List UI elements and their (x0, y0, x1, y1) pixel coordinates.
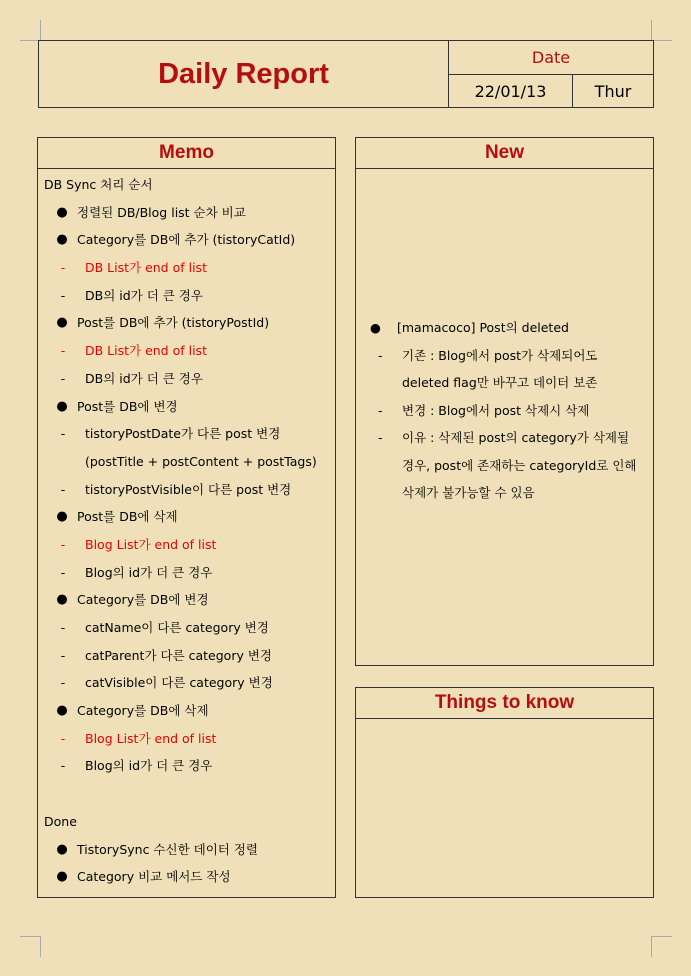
list-item-text: 경우, post에 존재하는 categoryId로 인해 (402, 457, 637, 473)
list-item-text: Category를 DB에 추가 (tistoryCatId) (77, 232, 296, 248)
bullet-icon: ● (56, 204, 68, 220)
list-item (44, 261, 331, 289)
list-item (44, 649, 331, 677)
spacer (44, 787, 331, 815)
list-item-text: (postTitle + postContent + postTags) (85, 453, 317, 469)
list-item (44, 455, 331, 483)
list-item (44, 427, 331, 455)
list-item (44, 510, 331, 538)
list-item (370, 459, 643, 487)
list-item (370, 431, 643, 459)
list-item (44, 344, 331, 372)
bullet-icon: ● (56, 398, 68, 414)
day-value: Thur (594, 81, 632, 101)
list-item-text: 변경 : Blog에서 post 삭제시 삭제 (402, 402, 590, 418)
things-to-know-section (355, 687, 654, 898)
list-item (44, 759, 331, 787)
list-item (44, 704, 331, 732)
memo-section (37, 137, 336, 898)
list-item (44, 538, 331, 566)
dash-icon: - (60, 481, 66, 497)
crop-mark-top-left (20, 20, 41, 41)
crop-mark-top-right (651, 20, 672, 41)
list-item-text: Category 비교 메서드 작성 (77, 869, 231, 885)
list-item-text: tistoryPostDate가 다른 post 변경 (85, 426, 281, 442)
list-item (44, 400, 331, 428)
list-item (44, 566, 331, 594)
dash-icon: - (378, 402, 383, 418)
list-item (44, 372, 331, 400)
list-item-text: Category를 DB에 삭제 (77, 703, 209, 719)
dash-icon: - (60, 564, 66, 580)
dash-icon: - (60, 730, 66, 746)
list-item-text: catParent가 다른 category 변경 (85, 647, 272, 663)
list-item-text: catName이 다른 category 변경 (85, 620, 269, 635)
list-item (44, 483, 331, 511)
page-title: Daily Report (158, 57, 329, 90)
dash-icon: - (60, 370, 66, 386)
bullet-icon: ● (56, 703, 68, 719)
things-to-know-title: Things to know (356, 688, 653, 719)
list-item-text: 이유 : 삭제된 post의 category가 삭제될 (402, 430, 630, 445)
list-item-text: Category를 DB에 변경 (77, 592, 209, 608)
dash-icon: - (60, 536, 66, 552)
bullet-icon: ● (56, 592, 68, 608)
list-item (44, 621, 331, 649)
list-item-text: Blog의 id가 더 큰 경우 (85, 564, 213, 580)
dash-icon: - (60, 426, 66, 442)
list-item-text: DB List가 end of list (85, 343, 207, 359)
dash-icon: - (60, 675, 66, 691)
heading-line (44, 815, 331, 843)
dash-icon: - (60, 758, 66, 774)
dash-icon: - (60, 260, 66, 276)
title-cell (39, 41, 449, 107)
date-label: Date (449, 41, 653, 75)
memo-body (44, 178, 331, 898)
heading-line (44, 178, 331, 206)
dash-icon: - (60, 287, 66, 303)
list-item-text: DB Sync 처리 순서 (44, 177, 153, 192)
list-item-text: DB List가 end of list (85, 260, 207, 276)
bullet-icon: ● (56, 841, 68, 857)
bullet-icon: ● (56, 869, 68, 885)
new-title: New (356, 138, 653, 169)
new-section (355, 137, 654, 666)
bullet-icon: ● (370, 320, 381, 335)
bullet-icon: ● (56, 232, 68, 248)
crop-mark-bottom-right (651, 936, 672, 957)
date-value: 22/01/13 (449, 75, 573, 107)
list-item-text: 기존 : Blog에서 post가 삭제되어도 (402, 347, 598, 363)
memo-title: Memo (38, 138, 335, 169)
list-item (370, 321, 643, 349)
list-item (370, 349, 643, 377)
list-item-text: Post를 DB에 삭제 (77, 509, 178, 525)
list-item (370, 404, 643, 432)
list-item-text: Blog List가 end of list (85, 730, 217, 746)
dash-icon: - (378, 430, 383, 445)
list-item (44, 732, 331, 760)
list-item (370, 376, 643, 404)
list-item-text: Done (44, 813, 77, 829)
dash-icon: - (60, 647, 66, 663)
list-item-text: TistorySync 수신한 데이터 정렬 (77, 841, 258, 857)
list-item (370, 486, 643, 514)
list-item-text: Post를 DB에 변경 (77, 398, 178, 414)
list-item-text: Blog의 id가 더 큰 경우 (85, 758, 213, 774)
list-item-text: Post를 DB에 추가 (tistoryPostId) (77, 315, 270, 331)
list-item-text: catVisible이 다른 category 변경 (85, 675, 273, 691)
crop-mark-bottom-left (20, 936, 41, 957)
list-item (44, 870, 331, 898)
list-item-text: tistoryPostVisible이 다른 post 변경 (85, 481, 292, 497)
list-item-text: Blog List가 end of list (85, 536, 217, 552)
dash-icon: - (60, 343, 66, 359)
list-item-text: DB의 id가 더 큰 경우 (85, 287, 203, 303)
list-item (44, 233, 331, 261)
list-item (44, 289, 331, 317)
list-item-text: 정렬된 DB/Blog list 순차 비교 (77, 204, 246, 220)
bullet-icon: ● (56, 509, 68, 525)
list-item-text: deleted flag만 바꾸고 데이터 보존 (402, 375, 598, 390)
new-body (370, 321, 643, 514)
list-item-text: 삭제가 불가능할 수 있음 (402, 485, 535, 500)
report-header (38, 40, 654, 108)
list-item (44, 593, 331, 621)
dash-icon: - (378, 347, 383, 363)
list-item (44, 843, 331, 871)
list-item (44, 316, 331, 344)
list-item-text: [mamacoco] Post의 deleted (397, 320, 569, 335)
list-item (44, 676, 331, 704)
list-item-text: DB의 id가 더 큰 경우 (85, 370, 203, 386)
bullet-icon: ● (56, 315, 68, 331)
list-item (44, 206, 331, 234)
dash-icon: - (60, 620, 66, 635)
